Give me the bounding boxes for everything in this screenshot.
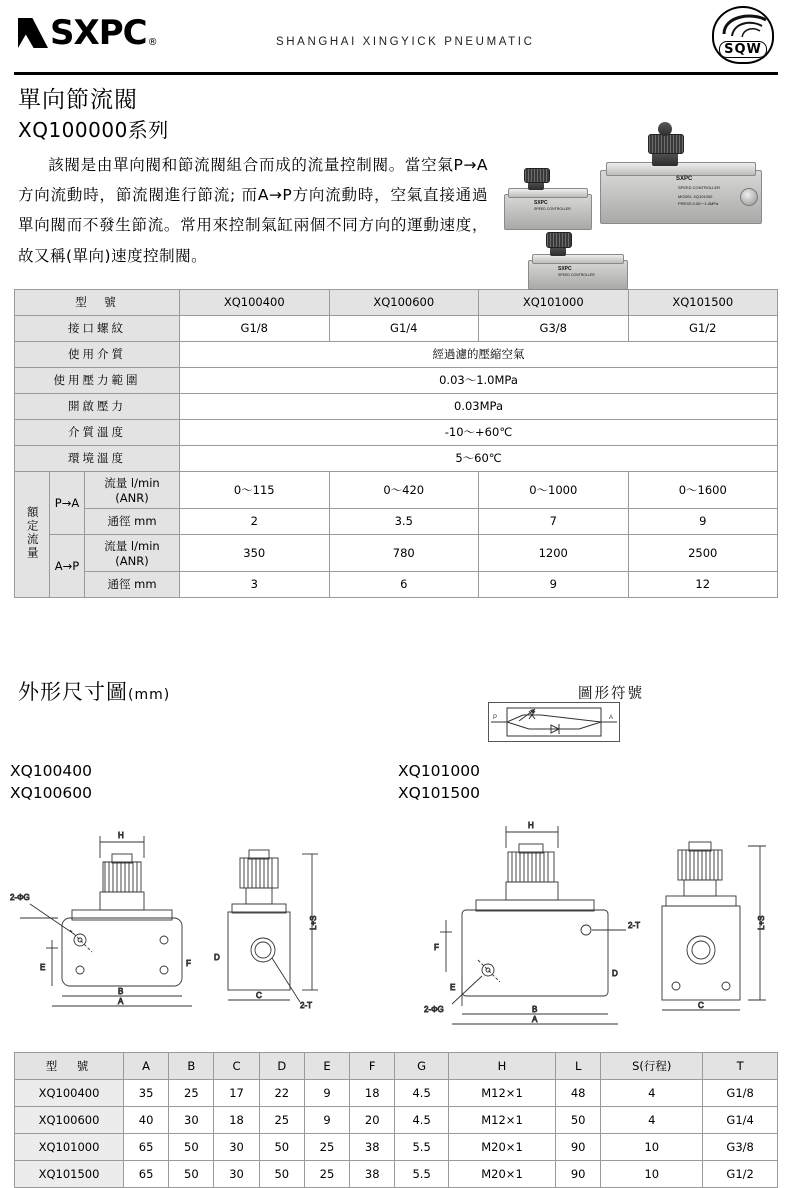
dims-cell: 65 — [124, 1161, 169, 1188]
dims-cell: G1/2 — [703, 1161, 778, 1188]
svg-text:C: C — [698, 1001, 704, 1010]
company-name-english: SHANGHAI XINGYICK PNEUMATIC — [276, 36, 535, 48]
dims-cell: 35 — [124, 1080, 169, 1107]
dims-cell: 20 — [350, 1107, 395, 1134]
dims-cell: M12×1 — [448, 1107, 555, 1134]
right-drawing-models — [398, 760, 480, 805]
dims-cell: 9 — [304, 1107, 349, 1134]
spec-cell: 7 — [479, 508, 629, 534]
spec-cell: 350 — [180, 534, 330, 571]
spec-cell: 1200 — [479, 534, 629, 571]
dims-header-9: L — [556, 1053, 601, 1080]
dims-header-11: T — [703, 1053, 778, 1080]
spec-flow-label: 流量 l/min (ANR) — [85, 534, 180, 571]
dims-header-7: G — [395, 1053, 449, 1080]
left-model-2: XQ100600 — [10, 784, 92, 803]
svg-text:H: H — [528, 821, 534, 830]
product-description — [18, 150, 488, 271]
dims-cell: 25 — [169, 1080, 214, 1107]
table-row — [15, 508, 778, 534]
dims-cell: G1/4 — [703, 1107, 778, 1134]
dims-cell: 40 — [124, 1107, 169, 1134]
dims-cell: 50 — [259, 1161, 304, 1188]
dims-header-4: D — [259, 1053, 304, 1080]
svg-text:2-T: 2-T — [300, 1001, 312, 1010]
svg-text:A: A — [118, 997, 124, 1006]
spec-cell: 9 — [479, 571, 629, 597]
valve-large — [600, 144, 760, 222]
dims-cell: 30 — [214, 1134, 259, 1161]
logo-text: SXPC — [50, 13, 147, 53]
spec-bore-label: 通徑 mm — [85, 571, 180, 597]
dims-cell: 90 — [556, 1161, 601, 1188]
symbol-diagram-icon — [489, 703, 619, 741]
spec-flow-label: 流量 l/min (ANR) — [85, 471, 180, 508]
dims-cell: 4.5 — [395, 1080, 449, 1107]
spec-cell: 2 — [180, 508, 330, 534]
svg-text:H: H — [118, 831, 124, 840]
spec-cell-span: 0.03～1.0MPa — [180, 367, 778, 393]
svg-text:F: F — [186, 959, 191, 968]
svg-text:C: C — [256, 991, 262, 1000]
dims-header-10: S(行程) — [601, 1053, 703, 1080]
company-logo — [18, 13, 158, 53]
table-row — [15, 341, 778, 367]
sqw-certification-badge — [712, 6, 774, 64]
spec-cell: 780 — [329, 534, 479, 571]
dims-cell: 25 — [304, 1161, 349, 1188]
left-drawing-models — [10, 760, 92, 805]
dimension-drawing-title: 外形尺寸圖(mm) — [18, 680, 171, 704]
svg-text:2-ΦG: 2-ΦG — [424, 1005, 444, 1014]
spec-cell: 3 — [180, 571, 330, 597]
dims-cell: 18 — [350, 1080, 395, 1107]
spec-row-label: 介質溫度 — [15, 419, 180, 445]
table-header-row — [15, 1053, 778, 1080]
spec-row-label: 開啟壓力 — [15, 393, 180, 419]
page-header — [14, 0, 778, 75]
spec-model-1: XQ100400 — [180, 289, 330, 315]
dims-cell: 9 — [304, 1080, 349, 1107]
svg-text:B: B — [532, 1005, 538, 1014]
spec-direction-pa: P→A — [50, 471, 85, 534]
spec-cell-span: 經過濾的壓縮空氣 — [180, 341, 778, 367]
dims-cell: 50 — [169, 1134, 214, 1161]
dims-cell: 4 — [601, 1080, 703, 1107]
spec-cell: 0～1600 — [628, 471, 778, 508]
dims-cell: 50 — [169, 1161, 214, 1188]
spec-direction-ap: A→P — [50, 534, 85, 597]
svg-text:D: D — [612, 969, 618, 978]
spec-row-label: 使用壓力範圍 — [15, 367, 180, 393]
spec-model-3: XQ101000 — [479, 289, 629, 315]
spec-model-2: XQ100600 — [329, 289, 479, 315]
dimension-drawings — [0, 800, 792, 1050]
photo-press-large: PRESS 0.05～1.0MPa — [678, 201, 719, 206]
table-row — [15, 1080, 778, 1107]
dims-cell: 25 — [304, 1134, 349, 1161]
dims-header-2: B — [169, 1053, 214, 1080]
series-subtitle: XQ100000系列 — [18, 118, 169, 143]
svg-text:A: A — [532, 1015, 538, 1024]
dims-cell: XQ100600 — [15, 1107, 124, 1134]
page-title: 單向節流閥 — [18, 87, 138, 113]
spec-cell-span: -10～+60℃ — [180, 419, 778, 445]
logo-mark-icon — [18, 18, 48, 48]
dims-cell: 17 — [214, 1080, 259, 1107]
table-row — [15, 1161, 778, 1188]
svg-text:2-T: 2-T — [628, 921, 640, 930]
spec-cell: 0～420 — [329, 471, 479, 508]
dimensions-table — [14, 1052, 778, 1188]
dims-header-0: 型 號 — [15, 1053, 124, 1080]
dims-cell: 38 — [350, 1161, 395, 1188]
spec-row-label: 環境溫度 — [15, 445, 180, 471]
svg-text:L+S: L+S — [309, 915, 318, 930]
photo-caption-large: SPEED CONTROLLER — [678, 185, 721, 190]
dims-cell: 4 — [601, 1107, 703, 1134]
dims-cell: 4.5 — [395, 1107, 449, 1134]
spec-cell: G1/4 — [329, 315, 479, 341]
spec-cell: 2500 — [628, 534, 778, 571]
dims-cell: G1/8 — [703, 1080, 778, 1107]
right-model-1: XQ101000 — [398, 762, 480, 780]
table-row — [15, 419, 778, 445]
spec-row-label: 使用介質 — [15, 341, 180, 367]
svg-text:E: E — [450, 983, 456, 992]
dims-cell: 10 — [601, 1134, 703, 1161]
table-row — [15, 1134, 778, 1161]
graphic-symbol — [488, 702, 620, 742]
dims-cell: 50 — [556, 1107, 601, 1134]
table-row — [15, 571, 778, 597]
dims-cell: M12×1 — [448, 1080, 555, 1107]
dims-header-6: F — [350, 1053, 395, 1080]
valve-medium: SXPC SPEED CONTROLLER — [504, 178, 590, 228]
table-row — [15, 1107, 778, 1134]
photo-brand-large: SXPC — [676, 176, 693, 182]
spec-group-label: 額定流量 — [15, 471, 50, 597]
photo-model-large: MODEL XQ101000 — [678, 194, 713, 199]
spec-cell-span: 0.03MPa — [180, 393, 778, 419]
specification-table — [14, 289, 778, 598]
dims-cell: XQ101000 — [15, 1134, 124, 1161]
dims-header-1: A — [124, 1053, 169, 1080]
valve-small: SXPC SPEED CONTROLLER — [528, 238, 626, 292]
spec-cell: 3.5 — [329, 508, 479, 534]
spec-cell: 12 — [628, 571, 778, 597]
dims-cell: 10 — [601, 1161, 703, 1188]
table-row — [15, 367, 778, 393]
spec-cell: G1/8 — [180, 315, 330, 341]
spec-cell: 0～115 — [180, 471, 330, 508]
dims-header-8: H — [448, 1053, 555, 1080]
svg-text:P: P — [493, 715, 498, 721]
dims-cell: 38 — [350, 1134, 395, 1161]
svg-text:E: E — [40, 963, 46, 972]
spec-cell: G1/2 — [628, 315, 778, 341]
dims-cell: 5.5 — [395, 1161, 449, 1188]
sqw-badge-text: SQW — [719, 41, 767, 58]
dims-header-5: E — [304, 1053, 349, 1080]
spec-model-4: XQ101500 — [628, 289, 778, 315]
spec-cell: G3/8 — [479, 315, 629, 341]
symbol-title: 圖形符號 — [578, 686, 644, 702]
left-model-1: XQ100400 — [10, 762, 92, 780]
svg-text:A: A — [609, 715, 614, 721]
spec-cell: 6 — [329, 571, 479, 597]
svg-text:D: D — [214, 953, 220, 962]
swirl-icon — [718, 10, 772, 40]
dims-cell: 22 — [259, 1080, 304, 1107]
dims-cell: 90 — [556, 1134, 601, 1161]
table-row — [15, 315, 778, 341]
dims-cell: 18 — [214, 1107, 259, 1134]
dims-cell: 50 — [259, 1134, 304, 1161]
product-description-text: 該閥是由單向閥和節流閥組合而成的流量控制閥。當空氣P→A方向流動時，節流閥進行節流; 而A→P方向流動時，空氣直接通過單向閥而不發生節流。常用來控制氣缸兩個不同方向的運動速度，故又稱(單向)速度控制閥。 — [18, 156, 488, 265]
right-model-2: XQ101500 — [398, 784, 480, 803]
spec-row-label: 接口螺紋 — [15, 315, 180, 341]
spec-model-label: 型 號 — [15, 289, 180, 315]
table-row — [15, 393, 778, 419]
table-row — [15, 445, 778, 471]
product-photo — [494, 96, 774, 311]
spec-cell: 9 — [628, 508, 778, 534]
dimension-drawings-svg — [0, 800, 792, 1050]
spec-bore-label: 通徑 mm — [85, 508, 180, 534]
table-row — [15, 471, 778, 508]
table-row — [15, 534, 778, 571]
dims-cell: 30 — [169, 1107, 214, 1134]
dims-cell: 65 — [124, 1134, 169, 1161]
svg-text:F: F — [434, 943, 439, 952]
dims-cell: M20×1 — [448, 1161, 555, 1188]
spec-cell: 0～1000 — [479, 471, 629, 508]
logo-registered-mark: ® — [147, 37, 158, 48]
dims-cell: 30 — [214, 1161, 259, 1188]
spec-cell-span: 5～60℃ — [180, 445, 778, 471]
dims-cell: XQ101500 — [15, 1161, 124, 1188]
svg-text:B: B — [118, 987, 124, 996]
svg-text:L+S: L+S — [757, 915, 766, 930]
dims-cell: XQ100400 — [15, 1080, 124, 1107]
dims-cell: M20×1 — [448, 1134, 555, 1161]
dims-header-3: C — [214, 1053, 259, 1080]
dims-cell: 48 — [556, 1080, 601, 1107]
dims-cell: 25 — [259, 1107, 304, 1134]
svg-text:2-ΦG: 2-ΦG — [10, 893, 30, 902]
dims-cell: 5.5 — [395, 1134, 449, 1161]
dims-cell: G3/8 — [703, 1134, 778, 1161]
